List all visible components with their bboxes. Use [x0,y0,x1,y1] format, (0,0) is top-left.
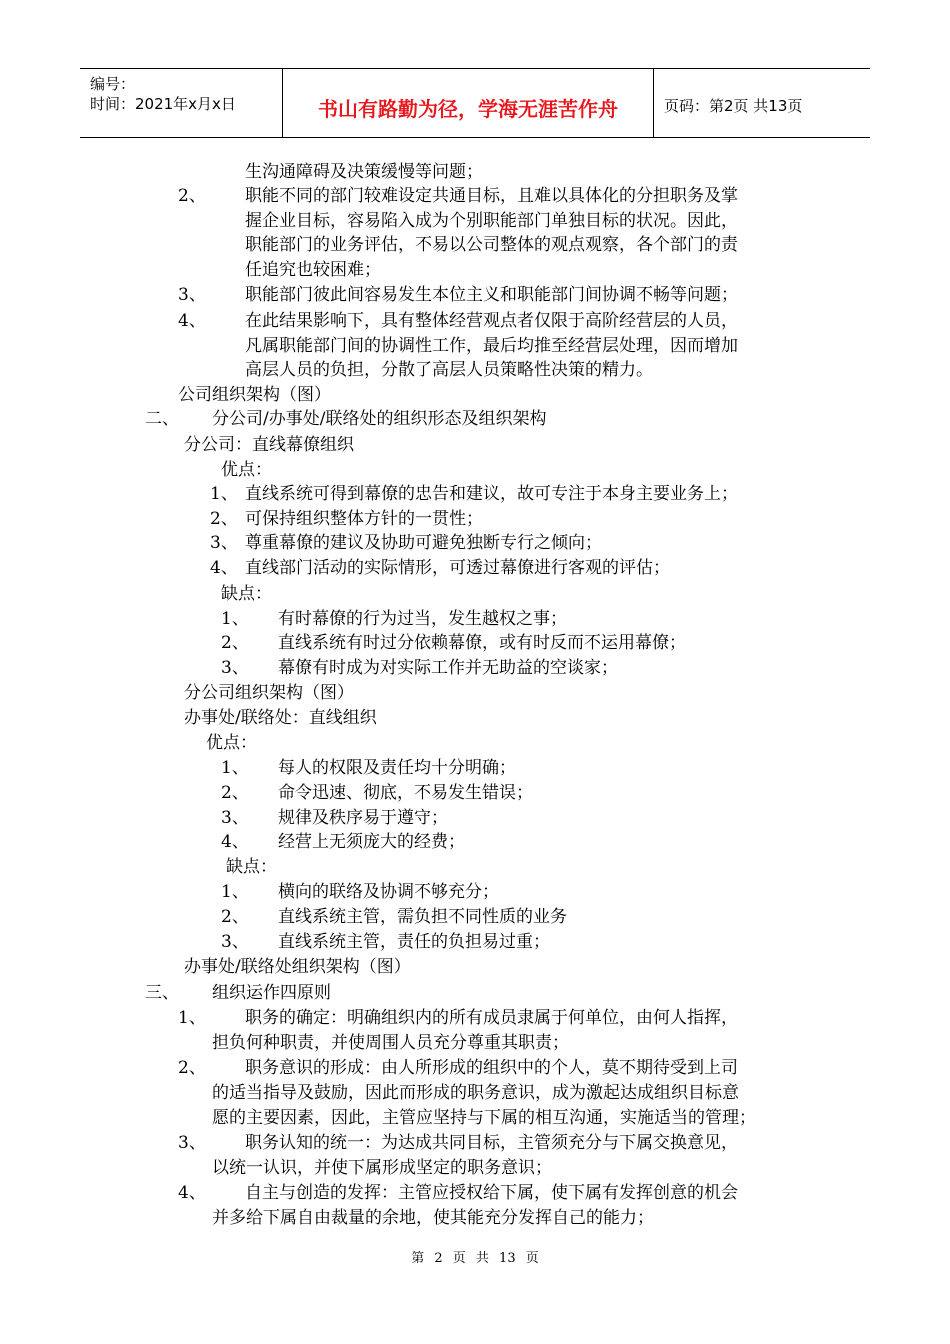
body-text-line: 职能不同的部门较难设定共通目标，且难以具体化的分担职务及掌 [245,186,738,206]
list-number: 1、 [221,882,249,902]
body-text-line: 任追究也较困难； [245,260,381,280]
list-number: 3、 [178,1133,206,1153]
body-text-line: 优点： [206,733,257,753]
list-number: 2、 [178,186,206,206]
body-text-line: 生沟通障碍及决策缓慢等问题； [245,162,483,182]
body-text-line: 幕僚有时成为对实际工作并无助益的空谈家； [278,658,618,678]
body-text-line: 直线系统主管，责任的负担易过重； [278,932,550,952]
header-meta-cell [80,69,283,137]
list-number: 2、 [210,509,238,529]
body-text-line: 在此结果影响下，具有整体经营观点者仅限于高阶经营层的人员， [245,311,738,331]
body-text-line: 直线系统主管，需负担不同性质的业务 [278,907,567,927]
body-text-line: 职能部门的业务评估，不易以公司整体的观点观察，各个部门的责 [245,235,738,255]
list-number: 2、 [221,633,249,653]
body-text-line: 可保持组织整体方针的一贯性； [245,509,483,529]
body-text-line: 每人的权限及责任均十分明确； [278,758,516,778]
list-number: 1、 [221,758,249,778]
body-text-line: 直线系统有时过分依赖幕僚，或有时反而不运用幕僚； [278,633,686,653]
list-number: 2、 [221,783,249,803]
body-text-line: 高层人员的负担，分散了高层人员策略性决策的精力。 [245,360,653,380]
header-page-cell [654,69,870,137]
body-text-line: 组织运作四原则 [212,983,331,1003]
list-number: 3、 [221,808,249,828]
body-text-line: 并多给下属自由裁量的余地，使其能充分发挥自己的能力； [212,1208,654,1228]
body-text-line: 担负何种职责，并使周围人员充分尊重其职责； [212,1033,569,1053]
body-text-line: 的适当指导及鼓励，因此而形成的职务意识，成为激起达成组织目标意 [212,1083,739,1103]
header-page-info: 页码：第2页 共13页 [664,97,803,115]
list-number: 3、 [221,932,249,952]
list-number: 3、 [210,533,238,553]
body-text-line: 尊重幕僚的建议及协助可避免独断专行之倾向； [245,533,602,553]
body-text-line: 公司组织架构（图） [178,385,331,405]
serial-label: 编号： [90,75,136,93]
list-number: 2、 [178,1058,206,1078]
body-text-line: 分公司/办事处/联络处的组织形态及组织架构 [212,409,547,429]
list-number: 1、 [221,609,249,629]
list-number: 2、 [221,907,249,927]
body-text-line: 横向的联络及协调不够充分； [278,882,499,902]
header-motto: 书山有路勤为径，学海无涯苦作舟 [318,97,618,121]
body-text-line: 分公司：直线幕僚组织 [184,435,354,455]
body-text-line: 愿的主要因素，因此，主管应坚持与下属的相互沟通，实施适当的管理； [212,1108,756,1128]
body-text-line: 职务的确定：明确组织内的所有成员隶属于何单位，由何人指挥， [245,1008,738,1028]
body-text-line: 自主与创造的发挥：主管应授权给下属，使下属有发挥创意的机会 [245,1183,738,1203]
list-number: 二、 [145,409,179,429]
body-text-line: 分公司组织架构（图） [184,683,354,703]
body-text-line: 办事处/联络处组织架构（图） [184,957,411,977]
body-text-line: 凡属职能部门间的协调性工作，最后均推至经营层处理，因而增加 [245,336,738,356]
list-number: 4、 [210,558,238,578]
body-text-line: 优点： [221,460,272,480]
body-text-line: 命令迅速、彻底，不易发生错误； [278,783,533,803]
date-label: 时间：2021年x月x日 [90,95,236,113]
list-number: 三、 [145,983,179,1003]
page-footer: 第 2 页 共 13 页 [411,1251,539,1266]
list-number: 4、 [221,832,249,852]
list-number: 4、 [178,311,206,331]
body-text-line: 直线系统可得到幕僚的忠告和建议，故可专注于本身主要业务上； [245,484,738,504]
header-motto-cell [283,69,654,137]
body-text-line: 规律及秩序易于遵守； [278,808,448,828]
body-text-line: 办事处/联络处：直线组织 [184,708,377,728]
body-text-line: 握企业目标，容易陷入成为个别职能部门单独目标的状况。因此， [245,211,738,231]
body-text-line: 以统一认识，并使下属形成坚定的职务意识； [212,1158,552,1178]
list-number: 4、 [178,1183,206,1203]
body-text-line: 职务意识的形成：由人所形成的组织中的个人，莫不期待受到上司 [245,1058,738,1078]
body-text-line: 缺点： [221,584,272,604]
list-number: 3、 [178,285,206,305]
body-text-line: 直线部门活动的实际情形，可透过幕僚进行客观的评估； [245,558,670,578]
body-text-line: 职务认知的统一：为达成共同目标，主管须充分与下属交换意见， [245,1133,738,1153]
body-text-line: 缺点： [226,857,277,877]
body-text-line: 职能部门彼此间容易发生本位主义和职能部门间协调不畅等问题； [245,285,738,305]
list-number: 1、 [210,484,238,504]
body-text-line: 经营上无须庞大的经费； [278,832,465,852]
list-number: 1、 [178,1008,206,1028]
list-number: 3、 [221,658,249,678]
page-header [80,68,870,138]
body-text-line: 有时幕僚的行为过当，发生越权之事； [278,609,567,629]
